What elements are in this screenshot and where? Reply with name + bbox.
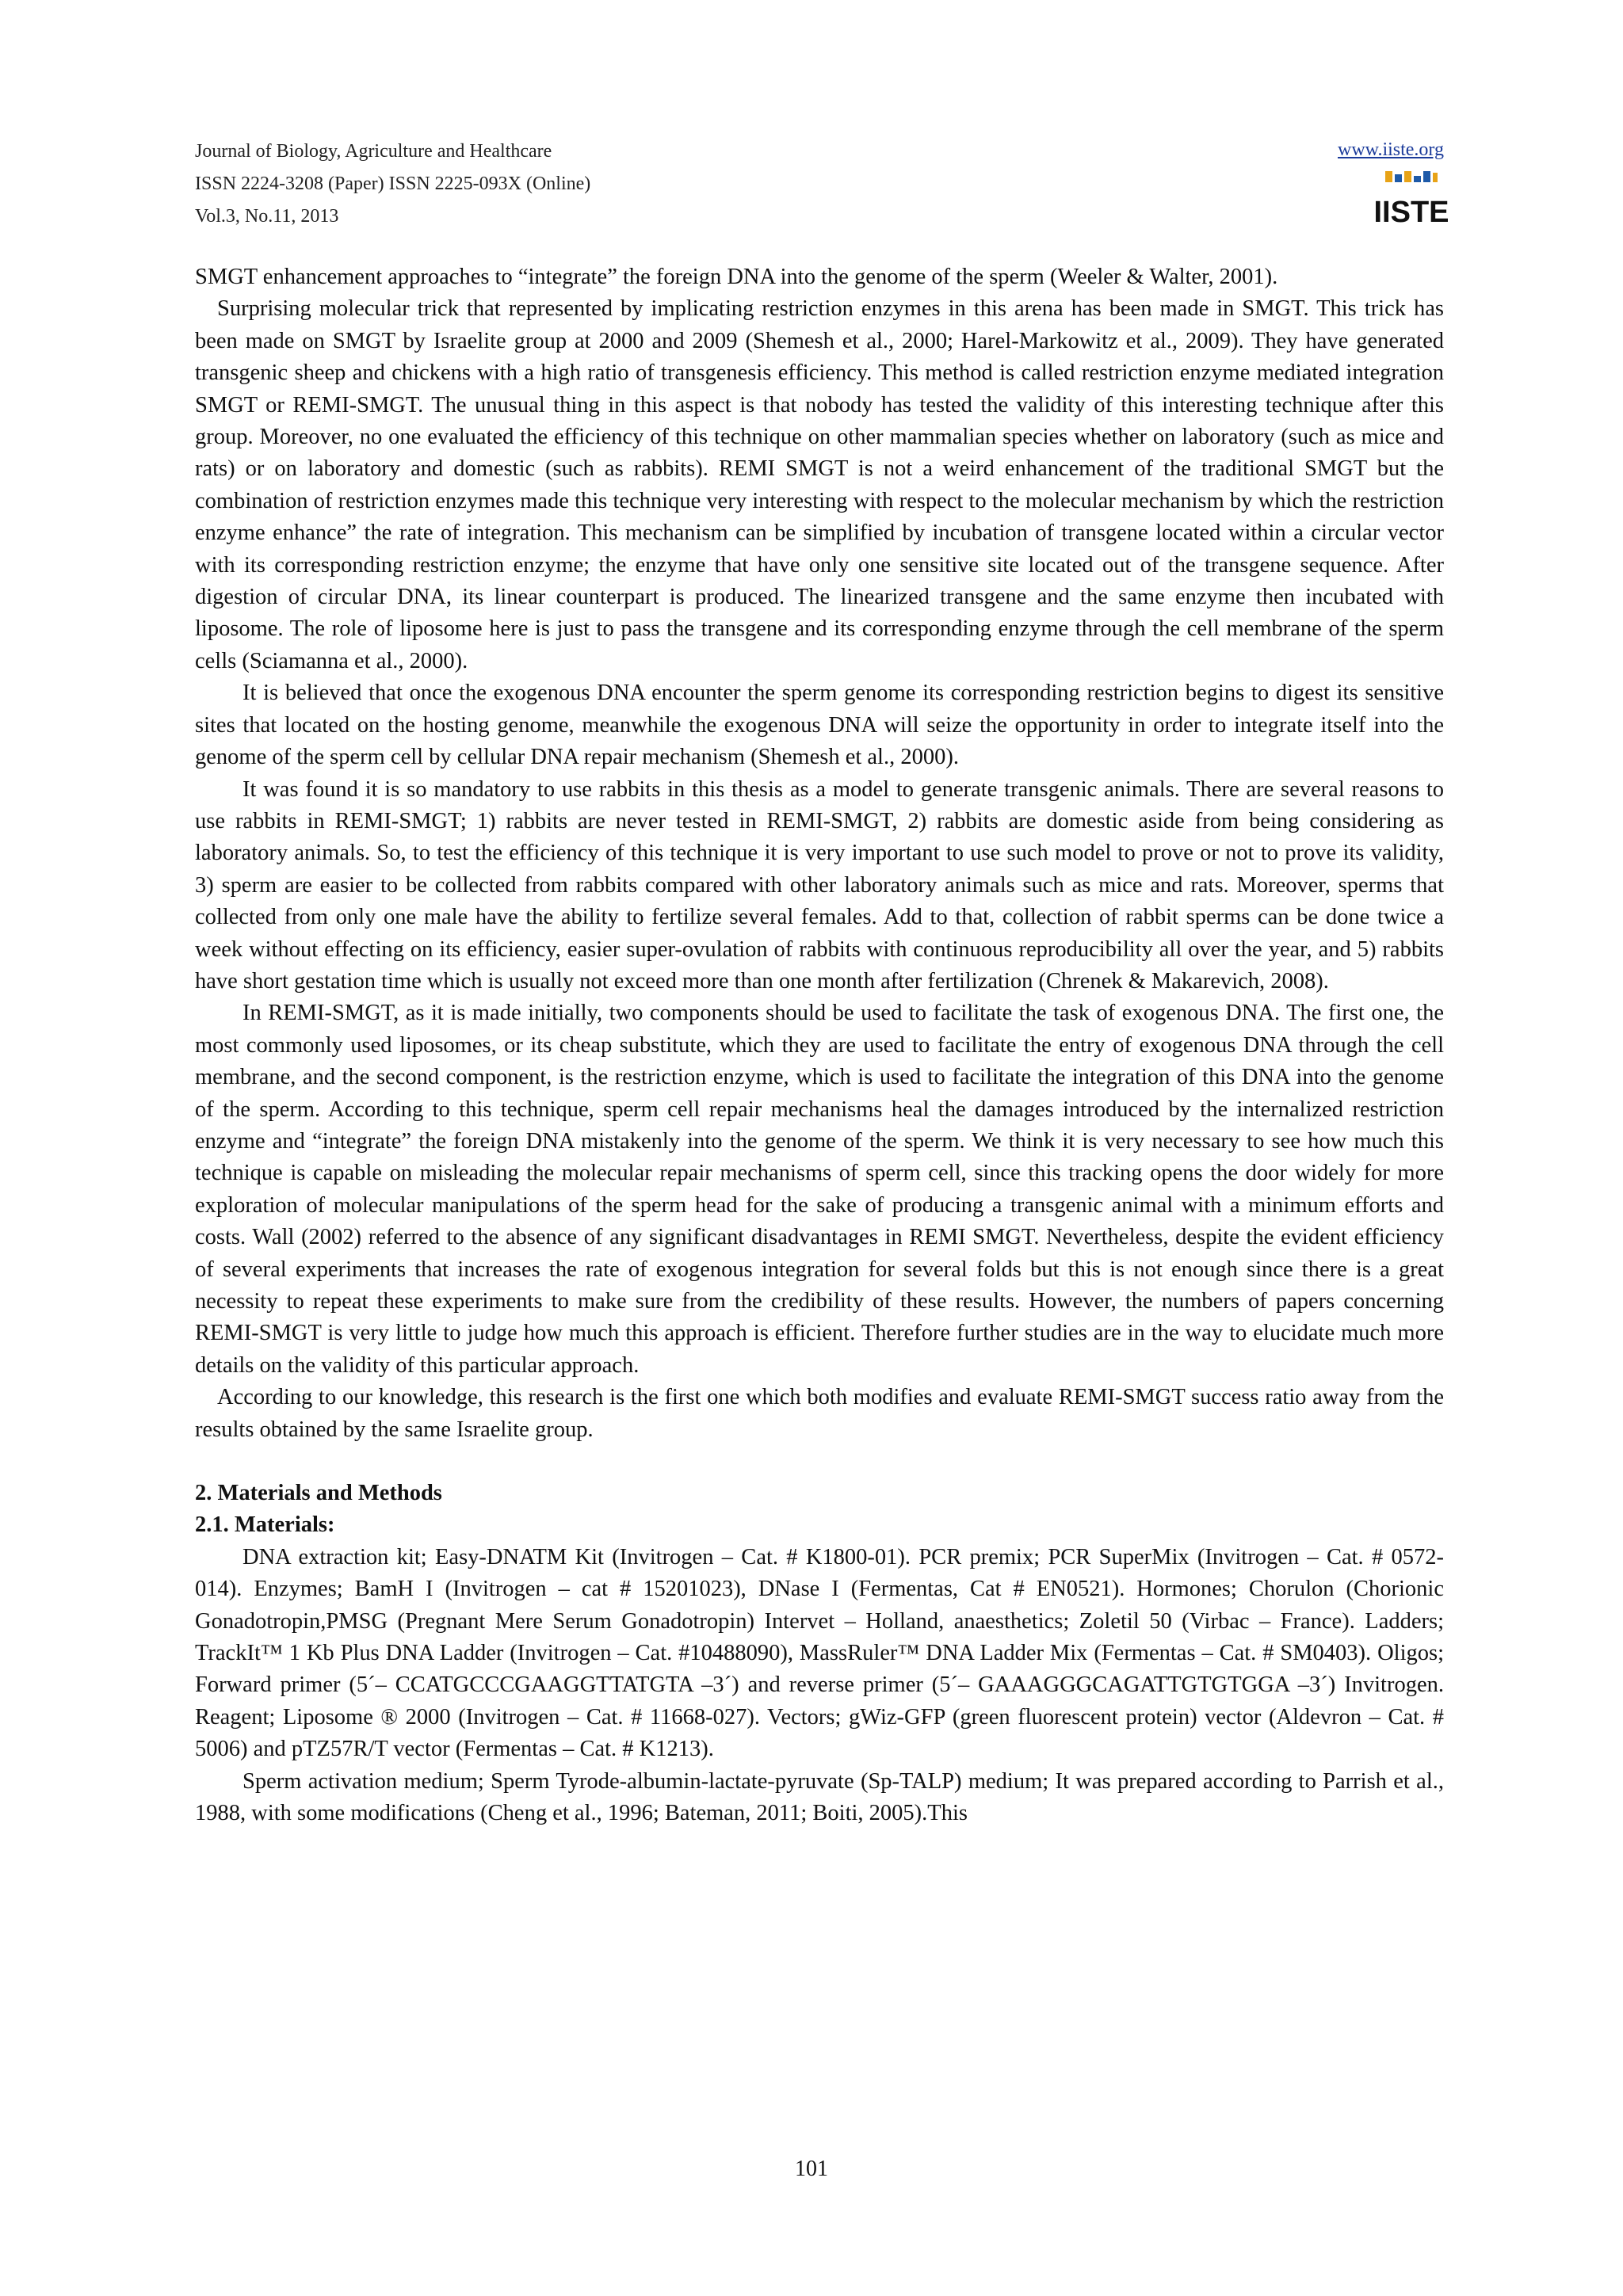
subsection-heading: 2.1. Materials: bbox=[195, 1512, 335, 1538]
paragraph-0: SMGT enhancement approaches to “integrate” the foreign DNA into the genome of the sperm (Weeler & Walter, 2001). bbox=[195, 265, 1278, 289]
journal-url-link[interactable]: www.iiste.org bbox=[1338, 139, 1444, 160]
article-body bbox=[195, 261, 1444, 1830]
paragraph-5: According to our knowledge, this research is the first one which both modifies and evaluate REMI-SMGT success ratio away from the results obtained by the same Israelite group. bbox=[195, 1385, 1444, 1442]
paragraph-1: Surprising molecular trick that represented by implicating restriction enzymes in this arena has been made in SMGT. This trick has been made on SMGT by Israelite group at 2000 and 2009 (Shemesh et al., 2000; Harel-Markowitz et al., 2009). They have generated transgenic sheep and chickens with a high ratio of transgenesis efficiency. This method is called restriction enzyme mediated integration SMGT or REMI-SMGT. The unusual thing in this aspect is that nobody has tested the validity of this interesting technique after this group. Moreover, no one evaluated the efficiency of this technique on other mammalian species whether on laboratory (such as mice and rats) or on laboratory and domestic (such as rabbits). REMI SMGT is not a weird enhancement of the traditional SMGT but the combination of restriction enzymes made this technique very interesting with respect to the molecular mechanism by which the restriction enzyme enhance” the rate of integration. This mechanism can be simplified by incubation of transgene located within a circular vector with its corresponding restriction enzyme; the enzyme that have only one sensitive site located out of the transgene sequence. After digestion of circular DNA, its linear counterpart is produced. The linearized transgene and the same enzyme then incubated with liposome. The role of liposome here is just to pass the transgene and its corresponding enzyme through the cell membrane of the sperm cells (Sciamanna et al., 2000). bbox=[195, 296, 1444, 673]
paragraph-4: In REMI-SMGT, as it is made initially, two components should be used to facilitate the task of exogenous DNA. The first one, the most commonly used liposomes, or its cheap substitute, which they are used to facilitate the entry of exogenous DNA through the cell membrane, and the second component, is the restriction enzyme, which is used to facilitate the integration of this DNA into the genome of the sperm. According to this technique, sperm cell repair mechanisms heal the damages introduced by the internalized restriction enzyme and “integrate” the foreign DNA mistakenly into the genome of the sperm. We think it is very necessary to see how much this technique is capable on misleading the molecular repair mechanisms of sperm cell, since this tracking opens the door widely for more exploration of molecular manipulations of the sperm head for the sake of producing a transgenic animal with a minimum efforts and costs. Wall (2002) referred to the absence of any significant disadvantages in REMI SMGT. Nevertheless, despite the evident efficiency of several experiments that increases the rate of exogenous integration for several folds but this is not enough since there is a great necessity to repeat these experiments to make sure from the credibility of these results. However, the numbers of papers concerning REMI-SMGT is very little to judge how much this approach is efficient. Therefore further studies are in the way to elucidate much more details on the validity of this particular approach. bbox=[195, 1001, 1444, 1378]
paragraph-3: It was found it is so mandatory to use rabbits in this thesis as a model to generate transgenic animals. There are several reasons to use rabbits in REMI-SMGT; 1) rabbits are never tested in REMI-SMGT, 2) rabbits are domestic aside from being considering as laboratory animals. So, to test the efficiency of this technique it is very important to use such model to prove or not to prove its validity, 3) sperm are easier to be collected from rabbits compared with other laboratory animals such as mice and rats. Moreover, sperms that collected from only one male have the ability to fertilize several females. Add to that, collection of rabbit sperms can be done twice a week without effecting on its efficiency, easier super-ovulation of rabbits with continuous reproducibility all over the year, and 5) rabbits have short gestation time which is usually not exceed more than one month after fertilization (Chrenek & Makarevich, 2008). bbox=[195, 776, 1444, 994]
iiste-logo-icon bbox=[1373, 170, 1449, 229]
journal-name: Journal of Biology, Agriculture and Healthcare bbox=[195, 141, 552, 162]
paragraph-materials: DNA extraction kit; Easy-DNATM Kit (Invitrogen – Cat. # K1800-01). PCR premix; PCR SuperMix (Invitrogen – Cat. # 0572-014). Enzymes; BamH I (Invitrogen – cat # 15201023), DNase I (Fermentas, Cat # EN0521). Hormones; Chorulon (Chorionic Gonadotropin,PMSG (Pregnant Mere Serum Gonadotropin) Intervet – Holland, anaesthetics; Zoletil 50 (Virbac – France). Ladders; TrackIt™ 1 Kb Plus DNA Ladder (Invitrogen – Cat. #10488090), MassRuler™ DNA Ladder Mix (Fermentas – Cat. # SM0403). Oligos; Forward primer (5´– CCATGCCCGAAGGTTATGTA –3´) and reverse primer (5´– GAAAGGGCAGATTGTGTGGA –3´) Invitrogen. Reagent; Liposome ® 2000 (Invitrogen – Cat. # 11668-027). Vectors; gWiz-GFP (green fluorescent protein) vector (Aldevron – Cat. # 5006) and pTZ57R/T vector (Fermentas – Cat. # K1213). bbox=[195, 1544, 1444, 1762]
section-spacer bbox=[195, 1446, 1444, 1478]
paragraph-sperm-medium: Sperm activation medium; Sperm Tyrode-albumin-lactate-pyruvate (Sp-TALP) medium; It was prepared according to Parrish et al., 1988, with some modifications (Cheng et al., 1996; Bateman, 2011; Boiti, 2005).This bbox=[195, 1768, 1444, 1826]
issn-line: ISSN 2224-3208 (Paper) ISSN 2225-093X (Online) bbox=[195, 174, 591, 194]
section-heading: 2. Materials and Methods bbox=[195, 1481, 442, 1506]
paragraph-2: It is believed that once the exogenous DNA encounter the sperm genome its corresponding restriction begins to digest its sensitive sites that located on the hosting genome, meanwhile the exogenous DNA will seize the opportunity in order to integrate itself into the genome of the sperm cell by cellular DNA repair mechanism (Shemesh et al., 2000). bbox=[195, 681, 1444, 770]
page-number: 101 bbox=[795, 2157, 828, 2181]
volume-line: Vol.3, No.11, 2013 bbox=[195, 206, 339, 227]
iiste-logo-text: IISTE bbox=[1373, 196, 1449, 229]
